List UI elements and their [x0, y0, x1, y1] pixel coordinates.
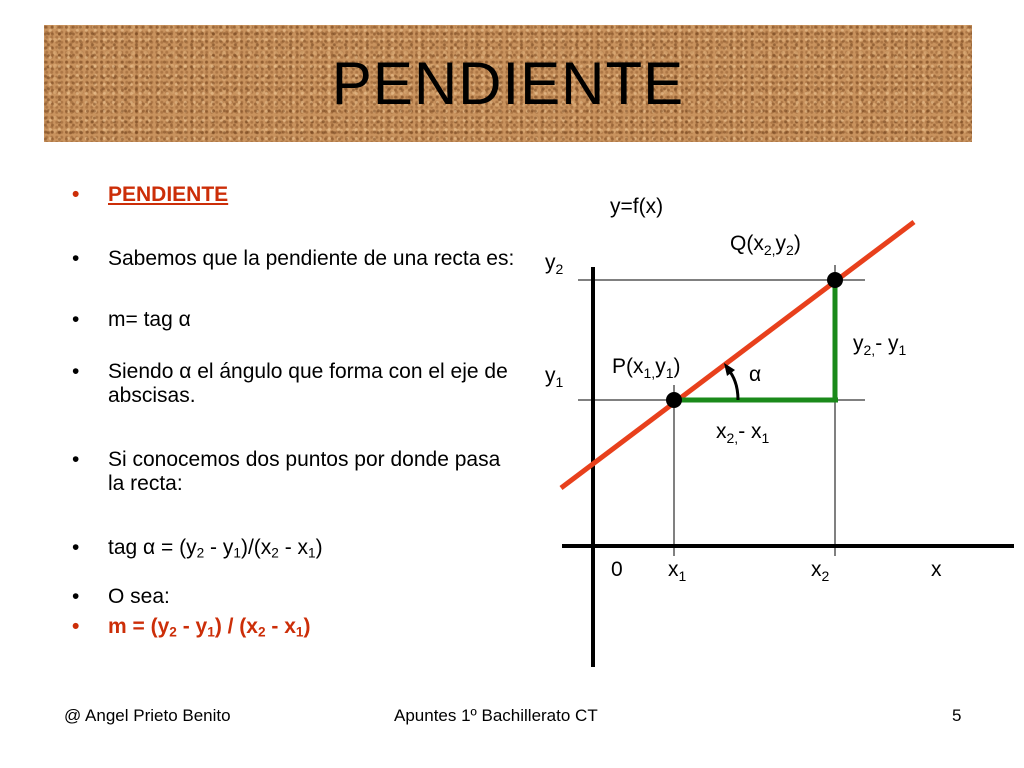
bullet-tan-formula: • tag $\alpha = (y_2 - y_1)/(x_2 - x_1)$ — [70, 536, 520, 560]
footer-page-number: 5 — [952, 706, 962, 725]
slide-title: PENDIENTE — [331, 50, 685, 117]
bullet-heading: • PENDIENTE — [70, 183, 520, 207]
x2-label: $x_2$ — [811, 558, 830, 584]
function-label: y=f(x) — [610, 195, 664, 218]
point-q-label: $Q(x_{2,}y_2)$ — [730, 232, 801, 258]
origin-label: 0 — [611, 558, 623, 581]
point-p-label: $P(x_{1,}y_1)$ — [612, 355, 681, 381]
point-q — [827, 272, 843, 288]
bullet-o-sea: • O sea: — [70, 585, 520, 609]
y1-label: $y_1$ — [545, 364, 564, 390]
delta-y-label: $y_{2,}-$ $y_1$ — [853, 332, 907, 358]
point-p — [666, 392, 682, 408]
bullet-slope-tan: • m= tag α — [70, 308, 520, 332]
bullet-slope-intro: • Sabemos que la pendiente de una recta es: — [70, 247, 520, 271]
y2-label: $y_2$ — [545, 251, 564, 277]
bullet-two-points: • Si conocemos dos puntos por donde pasa la recta: — [70, 448, 520, 496]
bullet-angle-def: • Siendo α el ángulo que forma con el eje de abscisas. — [70, 360, 520, 408]
footer-author: @ Angel Prieto Benito — [64, 706, 231, 725]
angle-arrowhead — [724, 363, 735, 376]
x-axis-label: x — [931, 558, 942, 581]
delta-x-label: $x_{2,}-$ $x_1$ — [716, 420, 770, 446]
alpha-label: α — [749, 363, 762, 386]
x1-label: $x_1$ — [668, 558, 687, 584]
footer-course: Apuntes 1º Bachillerato CT — [394, 706, 598, 725]
bullet-slope-formula: • $m = (y_2 - y_1) / (x_2 - x_1)$ — [70, 615, 520, 639]
